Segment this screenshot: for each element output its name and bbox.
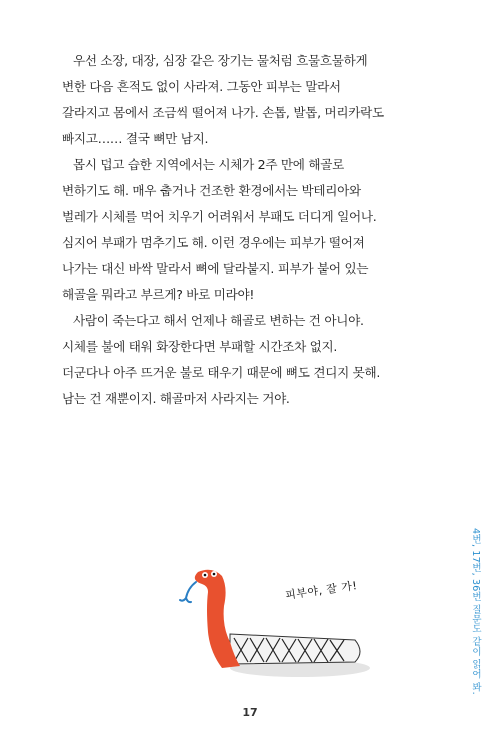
paragraph-line: 몹시 덥고 습한 지역에서는 시체가 2주 만에 해골로	[73, 157, 344, 172]
worm-eye	[204, 574, 207, 577]
paragraph-line: 남는 건 재뿐이지. 해골마저 사라지는 거야.	[62, 391, 290, 406]
paragraph-line: 나가는 대신 바싹 말라서 뼈에 달라붙지. 피부가 붙어 있는	[62, 261, 369, 276]
paragraph-line: 사람이 죽는다고 해서 언제나 해골로 변하는 건 아니야.	[73, 313, 364, 328]
page-number: 17	[242, 706, 258, 719]
worm-eye	[213, 573, 216, 576]
paragraph-line: 시체를 불에 태워 화장한다면 부패할 시간조차 없지.	[62, 339, 338, 354]
paragraph-line: 벌레가 시체를 먹어 치우기 어려워서 부패도 더디게 일어나.	[62, 209, 377, 224]
worm-tongue	[180, 582, 196, 602]
paragraph-line: 변하기도 해. 매우 춥거나 건조한 환경에서는 박테리아와	[62, 183, 361, 198]
side-note: 4번, 17번, 36번 질문도 같이 읽어 봐.	[470, 528, 481, 695]
paragraph-line: 심지어 부패가 멈추기도 해. 이런 경우에는 피부가 떨어져	[62, 235, 365, 250]
body-text	[62, 48, 422, 412]
paragraph-line: 우선 소장, 대장, 심장 같은 장기는 물처럼 흐물흐물하게	[73, 53, 368, 68]
paragraph-line: 더군다나 아주 뜨거운 불로 태우기 때문에 뼈도 견디지 못해.	[62, 365, 381, 380]
worm-icon	[150, 556, 380, 686]
paragraph-line: 변한 다음 흔적도 없이 사라져. 그동안 피부는 말라서	[62, 79, 341, 94]
worm-body	[195, 570, 240, 668]
paragraph-line: 빠지고…… 결국 뼈만 남지.	[62, 131, 209, 146]
paragraph-line: 갈라지고 몸에서 조금씩 떨어져 나가. 손톱, 발톱, 머리카락도	[62, 105, 384, 120]
illustration-caption: 피부야, 잘 가!	[284, 579, 359, 602]
paragraph-line: 해골을 뭐라고 부르게? 바로 미라야!	[62, 287, 255, 302]
